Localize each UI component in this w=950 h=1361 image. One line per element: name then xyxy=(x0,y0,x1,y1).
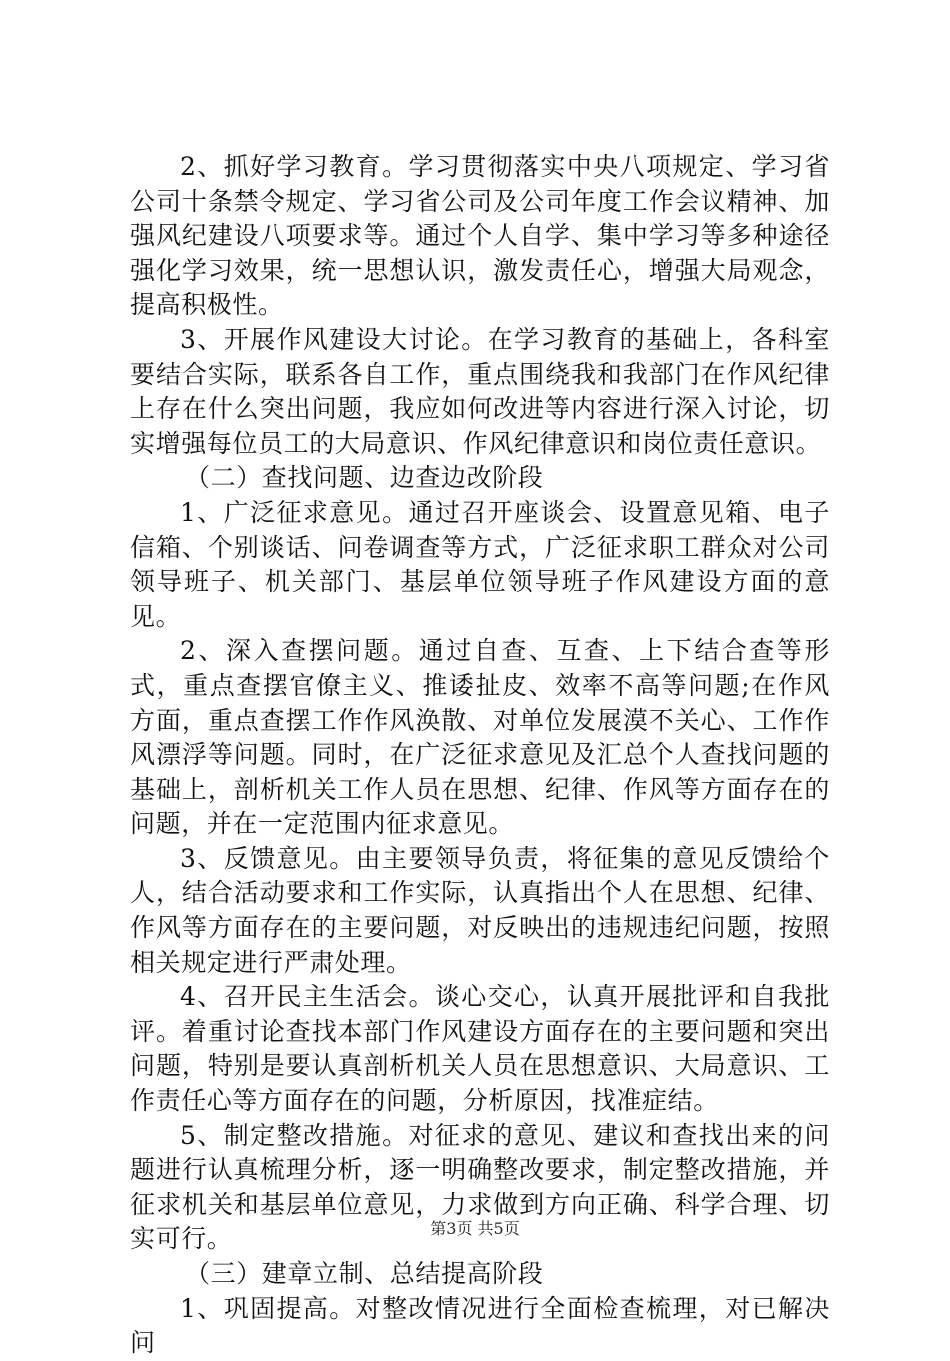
page-number-footer: 第3页 共5页 xyxy=(430,1219,520,1238)
paragraph: 2、深入查摆问题。通过自查、互查、上下结合查等形式，重点查摆官僚主义、推诿扯皮、效率不高等问题;在作风方面，重点查摆工作作风涣散、对单位发展漠不关心、工作作风漂浮等问题。同时，在广泛征求意见及汇总个人查找问题的基础上，剖析机关工作人员在思想、纪律、作风等方面存在的问题，并在一定范围内征求意见。 xyxy=(130,636,830,839)
paragraph: 5、制定整改措施。对征求的意见、建议和查找出来的问题进行认真梳理分析，逐一明确整改要求，制定整改措施，并征求机关和基层单位意见，力求做到方向正确、科学合理、切实可行。 xyxy=(130,1120,830,1254)
paragraph: 3、开展作风建设大讨论。在学习教育的基础上，各科室要结合实际，联系各自工作，重点围绕我和我部门在作风纪律上存在什么突出问题，我应如何改进等内容进行深入讨论，切实增强每位员工的大局意识、作风纪律意识和岗位责任意识。 xyxy=(130,324,830,458)
paragraph: 4、召开民主生活会。谈心交心，认真开展批评和自我批评。着重讨论查找本部门作风建设方面存在的主要问题和突出问题，特别是要认真剖析机关人员在思想意识、大局意识、工作责任心等方面存在的问题，分析原因，找准症结。 xyxy=(130,982,830,1116)
paragraph: 2、抓好学习教育。学习贯彻落实中央八项规定、学习省公司十条禁令规定、学习省公司及公司年度工作会议精神、加强风纪建设八项要求等。通过个人自学、集中学习等多种途径强化学习效果，统一思想认识，激发责任心，增强大局观念，提高积极性。 xyxy=(130,152,830,320)
paragraph: 1、巩固提高。对整改情况进行全面检查梳理，对已解决问 xyxy=(130,1293,830,1358)
document-body xyxy=(130,150,830,1361)
section-heading: （二）查找问题、边查边改阶段 xyxy=(185,463,544,493)
paragraph: 3、反馈意见。由主要领导负责，将征集的意见反馈给个人，结合活动要求和工作实际，认真指出个人在思想、纪律、作风等方面存在的主要问题，对反映出的违规违纪问题，按照相关规定进行严肃处理。 xyxy=(130,843,830,977)
paragraph: 1、广泛征求意见。通过召开座谈会、设置意见箱、电子信箱、个别谈话、问卷调查等方式，广泛征求职工群众对公司领导班子、机关部门、基层单位领导班子作风建设方面的意见。 xyxy=(130,497,830,631)
section-heading: （三）建章立制、总结提高阶段 xyxy=(185,1259,544,1288)
